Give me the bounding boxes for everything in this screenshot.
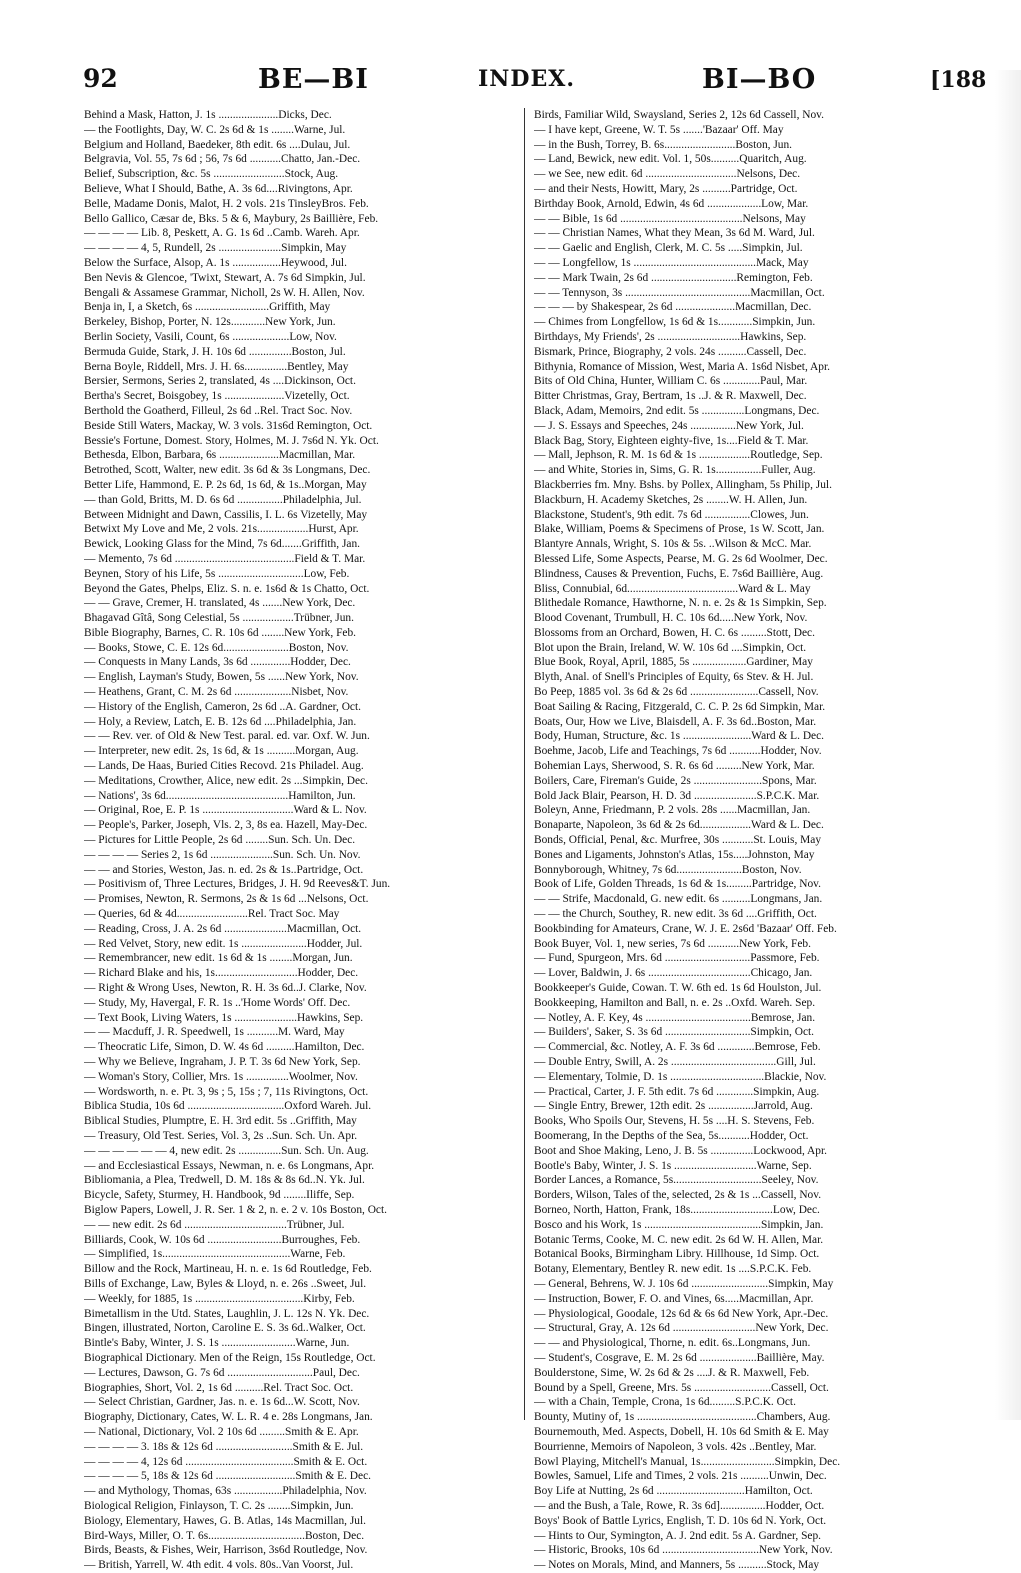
left-range-heading: BE—BI bbox=[258, 64, 369, 95]
page-edge-shadow bbox=[995, 70, 1021, 1420]
index-entry: — Hints to Our, Symington, A. J. 2nd edit. 5s A. Gardner, Sep. bbox=[534, 1529, 822, 1542]
index-entry: — — Longfellow, 1s ...........................................Mack, May bbox=[534, 256, 809, 269]
index-entry: — Lover, Baldwin, J. 6s ....................................Chicago, Jan. bbox=[534, 967, 813, 980]
index-entry: Bengali & Assamese Grammar, Nicholl, 2s W. H. Allen, Nov. bbox=[84, 286, 365, 299]
index-entry: Bound by a Spell, Greene, Mrs. 5s ...........................Cassell, Oct. bbox=[534, 1381, 829, 1394]
index-entry: — Elementary, Tolmie, D. 1s .................................Blackie, Nov. bbox=[534, 1070, 827, 1083]
index-entry: Borders, Wilson, Tales of the, selected, 2s & 1s ...Cassell, Nov. bbox=[534, 1189, 822, 1202]
index-entry: Bismark, Prince, Biography, 2 vols. 24s ..........Cassell, Dec. bbox=[534, 345, 807, 358]
index-entry: — Woman's Story, Collier, Mrs. 1s ...............Woolmer, Nov. bbox=[84, 1070, 358, 1083]
index-entry: Bohemian Lays, Sherwood, S. R. 6s 6d .........New York, Mar. bbox=[534, 760, 815, 773]
index-entry: Blindness, Causes & Prevention, Fuchs, E. 7s6d Baillière, Aug. bbox=[534, 567, 824, 580]
index-entry: — — — — Lib. 8, Peskett, A. G. 1s 6d ..Camb. Wareh. Apr. bbox=[84, 227, 360, 240]
index-entry: Bonds, Official, Penal, &c. Murfree, 30s ...........St. Louis, May bbox=[534, 834, 822, 847]
index-entry: — Richard Blake and his, 1s.............................Hodder, Dec. bbox=[84, 967, 359, 980]
index-entry: — and White, Stories in, Sims, G. R. 1s................Fuller, Aug. bbox=[534, 464, 816, 477]
index-entry: Betwixt My Love and Me, 2 vols. 21s..................Hurst, Apr. bbox=[84, 523, 359, 536]
index-entry: — — — — Series 2, 1s 6d ......................Sun. Sch. Un. Nov. bbox=[84, 848, 361, 861]
index-entry: — with a Chain, Temple, Crona, 1s 6d.........S.P.C.K. Oct. bbox=[534, 1396, 796, 1409]
index-entry: Bowles, Samuel, Life and Times, 2 vols. 21s ..........Unwin, Dec. bbox=[534, 1470, 827, 1483]
index-entry: Birds, Beasts, & Fishes, Weir, Harrison, 3s6d Routledge, Nov. bbox=[84, 1544, 368, 1557]
index-entry: — Notley, A. F. Key, 4s .....................................Bemrose, Jan. bbox=[534, 1011, 816, 1024]
index-entry: — Text Book, Living Waters, 1s ......................Hawkins, Sep. bbox=[84, 1011, 364, 1024]
index-entry: Behind a Mask, Hatton, J. 1s .....................Dicks, Dec. bbox=[84, 109, 332, 121]
index-entry: — Right & Wrong Uses, Newton, R. H. 3s 6d..J. Clarke, Nov. bbox=[84, 982, 367, 995]
index-entry: Boat Sailing & Racing, Fitzgerald, C. C. P. 2s 6d Simpkin, Mar. bbox=[534, 700, 826, 713]
index-entry: Black, Adam, Memoirs, 2nd edit. 5s ...............Longmans, Dec. bbox=[534, 404, 820, 417]
index-entry: — Historic, Brooks, 10s 6d ..................................New York, Nov. bbox=[534, 1544, 833, 1557]
index-entry: Bewick, Looking Glass for the Mind, 7s 6d.......Griffith, Jan. bbox=[84, 538, 360, 551]
index-entry: Boats, Our, How we Live, Blaisdell, A. F. 3s 6d..Boston, Mar. bbox=[534, 715, 817, 728]
index-entry: Blackberries fm. Mny. Bshs. by Pollex, Allingham, 5s Philip, Jul. bbox=[534, 478, 832, 491]
index-entry: — Builders', Saker, S. 3s 6d ..............................Simpkin, Oct. bbox=[534, 1026, 815, 1039]
index-entry: — Queries, 6d & 4d.........................Rel. Tract Soc. May bbox=[84, 908, 340, 921]
index-entry: — — — — 5, 18s & 12s 6d ............................Smith & E. Dec. bbox=[84, 1470, 371, 1483]
index-entry: Bootle's Baby, Winter, J. S. 1s .............................Warne, Sep. bbox=[534, 1159, 812, 1172]
index-entry: Bo Peep, 1885 vol. 3s 6d & 2s 6d ........................Cassell, Nov. bbox=[534, 686, 819, 699]
index-entry: Border Lances, a Romance, 5s...............................Seeley, Nov. bbox=[534, 1174, 819, 1187]
index-entry: — Books, Stowe, C. E. 12s 6d.......................Boston, Nov. bbox=[84, 641, 349, 654]
index-entry: Bessie's Fortune, Domest. Story, Holmes, M. J. 7s6d N. Yk. Oct. bbox=[84, 434, 379, 447]
index-entry: Between Midnight and Dawn, Cassilis, I. L. 6s Vizetelly, May bbox=[84, 508, 368, 521]
index-entry: Belgium and Holland, Baedeker, 8th edit. 6s ....Dulau, Jul. bbox=[84, 138, 351, 151]
index-entry: — Red Velvet, Story, new edit. 1s .......................Hodder, Jul. bbox=[84, 937, 363, 950]
index-entry: — — — — — — 4, new edit. 2s ...............Sun. Sch. Un. Aug. bbox=[84, 1144, 369, 1157]
index-entry: — Study, My, Havergal, F. R. 1s ..'Home Words' Off. Dec. bbox=[84, 996, 351, 1009]
index-entry: — People's, Parker, Joseph, Vls. 2, 3, 8s ea. Hazell, May-Dec. bbox=[84, 819, 368, 832]
index-entry: — Promises, Newton, R. Sermons, 2s & 1s 6d ...Nelsons, Oct. bbox=[84, 893, 369, 906]
index-entry: Birds, Familiar Wild, Swaysland, Series 2, 12s 6d Cassell, Nov. bbox=[534, 109, 824, 121]
index-entry: Bournemouth, Med. Aspects, Dobell, H. 10s 6d Smith & E. May bbox=[534, 1425, 829, 1438]
index-entry: Biblical Studies, Plumptre, E. H. 3rd edit. 5s ..Griffith, May bbox=[84, 1115, 357, 1128]
index-entry: — — Macduff, J. R. Speedwell, 1s ...........M. Ward, May bbox=[84, 1026, 345, 1039]
index-entry: Berlin Society, Vasili, Count, 6s ....................Low, Nov. bbox=[84, 330, 337, 343]
index-entry: Bible Biography, Barnes, C. R. 10s 6d ........New York, Feb. bbox=[84, 626, 356, 639]
index-entry: Bookkeeper's Guide, Cowan. T. W. 6th ed. 1s 6d Houlston, Jul. bbox=[534, 982, 822, 995]
index-entry: — — — — 4, 12s 6d ......................................Smith & E. Oct. bbox=[84, 1455, 368, 1468]
index-entry: — Instruction, Bower, F. O. and Vines, 6s.....Macmillan, Apr. bbox=[534, 1292, 814, 1305]
index-entry: Bosco and his Work, 1s .........................................Simpkin, Jan. bbox=[534, 1218, 824, 1231]
index-entry: Blood Covenant, Trumbull, H. C. 10s 6d.....New York, Nov. bbox=[534, 612, 808, 625]
index-entry: Boilers, Care, Fireman's Guide, 2s ........................Spons, Mar. bbox=[534, 774, 817, 787]
index-entry: Bhagavad Gîtâ, Song Celestial, 5s ..................Trübner, Jun. bbox=[84, 612, 354, 625]
index-entry: — we See, new edit. 6d ................................Nelsons, Dec. bbox=[534, 168, 801, 181]
year-label: [188 bbox=[930, 67, 987, 93]
index-entry: — National, Dictionary, Vol. 2 10s 6d .........Smith & E. Apr. bbox=[84, 1425, 359, 1438]
index-entry: — Positivism of, Three Lectures, Bridges, J. H. 9d Reeves&T. Jun. bbox=[84, 878, 391, 891]
index-entry: — and Ecclesiastical Essays, Newman, n. e. 6s Longmans, Apr. bbox=[84, 1159, 375, 1172]
index-entry: Bicycle, Safety, Sturmey, H. Handbook, 9d ........Iliffe, Sep. bbox=[84, 1189, 355, 1202]
index-entry: Bowl Playing, Mitchell's Manual, 1s..........................Simpkin, Dec. bbox=[534, 1455, 841, 1468]
index-entry: Boomerang, In the Depths of the Sea, 5s...........Hodder, Oct. bbox=[534, 1129, 809, 1142]
index-entry: — Practical, Carter, J. F. 5th edit. 7s 6d .............Simpkin, Aug. bbox=[534, 1085, 820, 1098]
index-entry: Believe, What I Should, Bathe, A. 3s 6d....Rivingtons, Apr. bbox=[84, 182, 353, 195]
index-entry: — Original, Roe, E. P. 1s ................................Ward & L. Nov. bbox=[84, 804, 367, 817]
index-entry: — the Footlights, Day, W. C. 2s 6d & 1s ........Warne, Jul. bbox=[84, 123, 346, 136]
index-entry: Biography, Dictionary, Cates, W. L. R. 4 e. 28s Longmans, Jan. bbox=[84, 1411, 373, 1424]
index-entry: — in the Bush, Torrey, B. 6s.........................Boston, Jun. bbox=[534, 138, 793, 151]
index-entry: Bingen, illustrated, Norton, Caroline E. S. 3s 6d..Walker, Oct. bbox=[84, 1322, 366, 1335]
index-entry: Blossoms from an Orchard, Bowen, H. C. 6s .........Stott, Dec. bbox=[534, 626, 815, 639]
index-entry: — Nations', 3s 6d...........................................Hamilton, Jun. bbox=[84, 789, 356, 802]
index-entry: Bitter Christmas, Gray, Bertram, 1s ..J. & R. Maxwell, Dec. bbox=[534, 390, 807, 403]
index-entry: Book of Life, Golden Threads, 1s 6d & 1s.........Partridge, Nov. bbox=[534, 878, 821, 891]
index-entry: Bills of Exchange, Law, Byles & Lloyd, n. e. 26s ..Sweet, Jul. bbox=[84, 1277, 367, 1290]
index-entry: Bookbinding for Amateurs, Crane, W. J. E. 2s6d 'Bazaar' Off. Feb. bbox=[534, 922, 837, 935]
index-entry: — Notes on Morals, Mind, and Manners, 5s ..........Stock, May bbox=[534, 1559, 820, 1572]
index-entry: Blackstone, Student's, 9th edit. 7s 6d ................Clowes, Jun. bbox=[534, 508, 809, 521]
right-column bbox=[534, 108, 936, 1573]
index-entry: — Chimes from Longfellow, 1s 6d & 1s............Simpkin, Jun. bbox=[534, 316, 816, 329]
index-entry: Blot upon the Brain, Ireland, W. W. 10s 6d ....Simpkin, Oct. bbox=[534, 641, 807, 654]
index-entry: — than Gold, Britts, M. D. 6s 6d ................Philadelphia, Jul. bbox=[84, 493, 362, 506]
index-entry: Boot and Shoe Making, Leno, J. B. 5s ...............Lockwood, Apr. bbox=[534, 1144, 827, 1157]
index-entry: — I have kept, Greene, W. T. 5s .......'Bazaar' Off. May bbox=[534, 123, 784, 136]
index-entry: — Remembrancer, new edit. 1s 6d & 1s ........Morgan, Jun. bbox=[84, 952, 353, 965]
index-entry: — — the Church, Southey, R. new edit. 3s 6d ....Griffith, Oct. bbox=[534, 908, 817, 921]
index-entry: — — Mark Twain, 2s 6d ..............................Remington, Feb. bbox=[534, 271, 813, 284]
index-entry: Boulderstone, Sime, W. 2s 6d & 2s ....J. & R. Maxwell, Feb. bbox=[534, 1366, 810, 1379]
index-entry: Boy Life at Nutting, 2s 6d ...............................Hamilton, Oct. bbox=[534, 1485, 813, 1498]
right-range-heading: BI—BO bbox=[702, 64, 817, 95]
index-entry: Beside Still Waters, Mackay, W. 3 vols. 31s6d Remington, Oct. bbox=[84, 419, 373, 432]
index-title: INDEX. bbox=[478, 66, 575, 92]
index-entry: Bersier, Sermons, Series 2, translated, 4s ....Dickinson, Oct. bbox=[84, 375, 356, 388]
index-entry: — Double Entry, Swill, A. 2s .....................................Gill, Jul. bbox=[534, 1056, 816, 1068]
index-entry: — — and Physiological, Thorne, n. edit. 6s..Longmans, Jun. bbox=[534, 1337, 811, 1350]
index-entry: Berthold the Goatherd, Filleul, 2s 6d ..Rel. Tract Soc. Nov. bbox=[84, 404, 353, 417]
index-entry: Billiards, Cook, W. 10s 6d ..........................Burroughes, Feb. bbox=[84, 1233, 361, 1246]
index-entry: Bookkeeping, Hamilton and Ball, n. e. 2s ..Oxfd. Wareh. Sep. bbox=[534, 996, 816, 1009]
index-entry: — — Gaelic and English, Clerk, M. C. 5s .....Simpkin, Jul. bbox=[534, 242, 803, 255]
index-entry: Bibliomania, a Plea, Tredwell, D. M. 18s & 8s 6d..N. Yk. Jul. bbox=[84, 1174, 365, 1187]
index-entry: — Holy, a Review, Latch, E. B. 12s 6d ....Philadelphia, Jan. bbox=[84, 715, 357, 728]
index-entry: Body, Human, Structure, &c. 1s ........................Ward & L. Dec. bbox=[534, 730, 825, 743]
index-entry: Bonaparte, Napoleon, 3s 6d & 2s 6d..................Ward & L. Dec. bbox=[534, 819, 824, 832]
index-entry: — — and Stories, Weston, Jas. n. ed. 2s & 1s..Partridge, Oct. bbox=[84, 863, 364, 876]
index-entry: — — — by Shakespear, 2s 6d .....................Macmillan, Dec. bbox=[534, 301, 812, 314]
index-entry: Bithynia, Romance of Mission, West, Maria A. 1s6d Nisbet, Apr. bbox=[534, 360, 830, 373]
index-entry: Blue Book, Royal, April, 1885, 5s ...................Gardiner, May bbox=[534, 656, 813, 669]
index-entry: Below the Surface, Alsop, A. 1s .................Heywood, Jul. bbox=[84, 256, 347, 269]
index-entry: Blantyre Annals, Wright, S. 10s & 5s. ..Wilson & McC. Mar. bbox=[534, 538, 812, 551]
index-entry: — Single Entry, Brewer, 12th edit. 2s ................Jarrold, Aug. bbox=[534, 1100, 813, 1113]
index-entry: — Heathens, Grant, C. M. 2s 6d ....................Nisbet, Nov. bbox=[84, 686, 349, 699]
index-entry: Bird-Ways, Miller, O. T. 6s..................................Boston, Dec. bbox=[84, 1529, 365, 1542]
index-entry: Botanical Books, Birmingham Libry. Hillhouse, 1d Simp. Oct. bbox=[534, 1248, 820, 1261]
left-column bbox=[84, 108, 532, 1573]
index-entry: — — Tennyson, 3s ............................................Macmillan, Oct. bbox=[534, 286, 825, 299]
index-entry: — Theocratic Life, Simon, D. W. 4s 6d ..........Hamilton, Dec. bbox=[84, 1041, 365, 1054]
index-entry: Birthday Book, Arnold, Edwin, 4s 6d ...................Low, Mar. bbox=[534, 197, 809, 210]
index-entry: Blackburn, H. Academy Sketches, 2s ........W. H. Allen, Jun. bbox=[534, 493, 808, 506]
index-entry: — Physiological, Goodale, 12s 6d & 6s 6d New York, Apr.-Dec. bbox=[534, 1307, 829, 1320]
index-entry: Bonnyborough, Whitney, 7s 6d.......................Boston, Nov. bbox=[534, 863, 802, 876]
index-entry: Bertha's Secret, Boisgobey, 1s .....................Vizetelly, Oct. bbox=[84, 390, 350, 403]
index-entry: Bourrienne, Memoirs of Napoleon, 3 vols. 42s ..Bentley, Mar. bbox=[534, 1440, 817, 1453]
index-entry: Biological Religion, Finlayson, T. C. 2s ........Simpkin, Jun. bbox=[84, 1499, 354, 1512]
index-entry: — Pictures for Little People, 2s 6d ........Sun. Sch. Un. Dec. bbox=[84, 834, 356, 847]
index-entry: — — — — 4, 5, Rundell, 2s ......................Simpkin, May bbox=[84, 242, 347, 255]
index-entry: Borneo, North, Hatton, Frank, 18s.............................Low, Dec. bbox=[534, 1203, 820, 1216]
index-entry: — and Mythology, Thomas, 63s .................Philadelphia, Nov. bbox=[84, 1485, 367, 1498]
index-entry: Bliss, Connubial, 6d.......................................Ward & L. May bbox=[534, 582, 811, 595]
index-entry: — Reading, Cross, J. A. 2s 6d ......................Macmillan, Oct. bbox=[84, 922, 362, 935]
index-entry: Blyth, Anal. of Snell's Principles of Equity, 6s Stev. & H. Jul. bbox=[534, 671, 814, 684]
index-entry: Blake, William, Poems & Specimens of Prose, 1s W. Scott, Jan. bbox=[534, 523, 825, 536]
index-entry: — J. S. Essays and Speeches, 24s ................New York, Jul. bbox=[534, 419, 804, 432]
index-entry: Bimetallism in the Utd. States, Laughlin, J. L. 12s N. Yk. Dec. bbox=[84, 1307, 370, 1320]
index-entry: Boys' Book of Battle Lyrics, English, T. D. 10s 6d N. York, Oct. bbox=[534, 1514, 827, 1527]
column-divider bbox=[524, 108, 525, 1420]
index-entry: — Lectures, Dawson, G. 7s 6d ..............................Paul, Dec. bbox=[84, 1366, 360, 1379]
index-entry: — Weekly, for 1885, 1s ......................................Kirby, Feb. bbox=[84, 1292, 355, 1305]
index-entry: Better Life, Hammond, E. P. 2s 6d, 1s 6d, & 1s..Morgan, May bbox=[84, 478, 367, 491]
index-entry: — Conquests in Many Lands, 3s 6d ..............Hodder, Dec. bbox=[84, 656, 351, 669]
index-entry: — Select Christian, Gardner, Jas. n. e. 1s 6d...W. Scott, Nov. bbox=[84, 1396, 360, 1409]
index-entry: Blessed Life, Some Aspects, Pearse, M. G. 2s 6d Woolmer, Dec. bbox=[534, 552, 828, 565]
index-entry: Blithedale Romance, Hawthorne, N. n. e. 2s & 1s Simpkin, Sep. bbox=[534, 597, 827, 610]
index-entry: — Mall, Jephson, R. M. 1s 6d & 1s ..................Routledge, Sep. bbox=[534, 449, 823, 462]
index-entry: Bits of Old China, Hunter, William C. 6s .............Paul, Mar. bbox=[534, 375, 808, 388]
index-entry: Bermuda Guide, Stark, J. H. 10s 6d ...............Boston, Jul. bbox=[84, 345, 346, 358]
index-entry: Bounty, Mutiny of, 1s ..........................................Chambers, Aug. bbox=[534, 1411, 831, 1424]
index-entry: Bones and Ligaments, Johnston's Atlas, 15s.....Johnston, May bbox=[534, 848, 815, 861]
index-entry: — Interpreter, new edit. 2s, 1s 6d, & 1s ..........Morgan, Aug. bbox=[84, 745, 359, 758]
index-entry: — — new edit. 2s 6d ....................................Trübner, Jul. bbox=[84, 1218, 345, 1231]
index-entry: — Land, Bewick, new edit. Vol. 1, 50s..........Quaritch, Aug. bbox=[534, 153, 807, 166]
index-entry: Beyond the Gates, Phelps, Eliz. S. n. e. 1s6d & 1s Chatto, Oct. bbox=[84, 582, 370, 595]
index-entry: — Lands, De Haas, Buried Cities Recovd. 21s Philadel. Aug. bbox=[84, 760, 364, 773]
index-entry: — — Grave, Cremer, H. translated, 4s .......New York, Dec. bbox=[84, 597, 356, 610]
index-entry: Book Buyer, Vol. 1, new series, 7s 6d ...........New York, Feb. bbox=[534, 937, 811, 950]
index-entry: — General, Behrens, W. J. 10s 6d ...........................Simpkin, May bbox=[534, 1277, 834, 1290]
page-header bbox=[0, 64, 1021, 102]
index-entry: Belief, Subscription, &c. 5s .........................Stock, Aug. bbox=[84, 168, 339, 181]
index-entry: — — Rev. ver. of Old & New Test. paral. ed. var. Oxf. W. Jun. bbox=[84, 730, 370, 743]
index-entry: Biglow Papers, Lowell, J. R. Ser. 1 & 2, n. e. 2 v. 10s Boston, Oct. bbox=[84, 1203, 388, 1216]
index-entry: Birthdays, My Friends', 2s .............................Hawkins, Sep. bbox=[534, 330, 807, 343]
index-entry: — Fund, Spurgeon, Mrs. 6d ..............................Passmore, Feb. bbox=[534, 952, 820, 965]
index-entry: — Meditations, Crowther, Alice, new edit. 2s ...Simpkin, Dec. bbox=[84, 774, 368, 787]
index-entry: — Wordsworth, n. e. Pt. 3, 9s ; 5, 15s ; 7, 11s Rivingtons, Oct. bbox=[84, 1085, 369, 1098]
index-entry: Botany, Elementary, Bentley R. new edit. 1s ....S.P.C.K. Feb. bbox=[534, 1263, 812, 1276]
index-entry: Berna Boyle, Riddell, Mrs. J. H. 6s...............Bentley, May bbox=[84, 360, 349, 373]
index-entry: — — Strife, Macdonald, G. new edit. 6s ..........Longmans, Jan. bbox=[534, 893, 823, 906]
index-entry: — — Christian Names, What they Mean, 3s 6d M. Ward, Jul. bbox=[534, 227, 815, 240]
index-entry: — and the Bush, a Tale, Rowe, R. 3s 6d]................Hodder, Oct. bbox=[534, 1499, 825, 1512]
index-entry: — Why we Believe, Ingraham, J. P. T. 3s 6d New York, Sep. bbox=[84, 1056, 361, 1068]
index-entry: — Commercial, &c. Notley, A. F. 3s 6d .............Bemrose, Feb. bbox=[534, 1041, 821, 1054]
index-entry: Benja in, I, a Sketch, 6s ..........................Griffith, May bbox=[84, 301, 331, 314]
index-entry: Ben Nevis & Glencoe, 'Twixt, Stewart, A. 7s 6d Simpkin, Jul. bbox=[84, 271, 366, 284]
index-entry: Black Bag, Story, Eighteen eighty-five, 1s....Field & T. Mar. bbox=[534, 434, 809, 447]
index-entry: Biographies, Short, Vol. 2, 1s 6d ..........Rel. Tract Soc. Oct. bbox=[84, 1381, 354, 1394]
index-entry: Berkeley, Bishop, Porter, N. 12s............New York, Jun. bbox=[84, 316, 336, 329]
index-entry: Books, Who Spoils Our, Stevens, H. 5s ....H. S. Stevens, Feb. bbox=[534, 1115, 815, 1128]
index-entry: Beynen, Story of his Life, 5s ..............................Low, Feb. bbox=[84, 567, 350, 580]
index-entry: Betrothed, Scott, Walter, new edit. 3s 6d & 3s Longmans, Dec. bbox=[84, 464, 371, 477]
index-entry: Boleyn, Anne, Friedmann, P. 2 vols. 28s ......Macmillan, Jan. bbox=[534, 804, 811, 817]
page-number: 92 bbox=[83, 64, 118, 93]
index-entry: Biographical Dictionary. Men of the Reign, 15s Routledge, Oct. bbox=[84, 1351, 376, 1364]
index-entry: — Structural, Gray, A. 12s 6d .............................New York, Dec. bbox=[534, 1322, 829, 1335]
index-entry: Bold Jack Blair, Pearson, H. D. 3d ......................S.P.C.K. Mar. bbox=[534, 789, 820, 802]
index-entry: Boehme, Jacob, Life and Teachings, 7s 6d ...........Hodder, Nov. bbox=[534, 745, 822, 758]
index-entry: Bethesda, Elbon, Barbara, 6s .....................Macmillan, Mar. bbox=[84, 449, 356, 462]
index-entry: Bintle's Baby, Winter, J. S. 1s ..........................Warne, Jun. bbox=[84, 1337, 350, 1350]
index-entry: — English, Layman's Study, Bowen, 5s ......New York, Nov. bbox=[84, 671, 359, 684]
index-entry: — Treasury, Old Test. Series, Vol. 3, 2s ..Sun. Sch. Un. Apr. bbox=[84, 1129, 358, 1142]
index-entry: — — Bible, 1s 6d ...........................................Nelsons, May bbox=[534, 212, 806, 225]
index-entry: Biology, Elementary, Hawes, G. B. Atlas, 14s Macmillan, Jul. bbox=[84, 1514, 366, 1527]
index-entry: — Student's, Cosgrave, E. M. 2s 6d ....................Baillière, May. bbox=[534, 1351, 825, 1364]
index-entry: — British, Yarrell, W. 4th edit. 4 vols. 80s..Van Voorst, Jul. bbox=[84, 1559, 354, 1572]
index-entry: Biblica Studia, 10s 6d ..................................Oxford Wareh. Jul. bbox=[84, 1100, 372, 1113]
index-entry: — History of the English, Cameron, 2s 6d ..A. Gardner, Oct. bbox=[84, 700, 361, 713]
index-entry: — Memento, 7s 6d ..........................................Field & T. Mar. bbox=[84, 552, 366, 565]
index-entry: — and their Nests, Howitt, Mary, 2s ..........Partridge, Oct. bbox=[534, 182, 798, 195]
index-entry: Belle, Madame Donis, Malot, H. 2 vols. 21s TinsleyBros. Feb. bbox=[84, 197, 369, 210]
index-entry: — Simplified, 1s.............................................Warne, Feb. bbox=[84, 1248, 346, 1261]
index-entry: Billow and the Rock, Martineau, H. n. e. 1s 6d Routledge, Feb. bbox=[84, 1263, 372, 1276]
index-entry: Belgravia, Vol. 55, 7s 6d ; 56, 7s 6d ...........Chatto, Jan.-Dec. bbox=[84, 153, 361, 166]
index-entry: Botanic Terms, Cooke, M. C. new edit. 2s 6d W. H. Allen, Mar. bbox=[534, 1233, 824, 1246]
index-entry: — — — — 3. 18s & 12s 6d ...........................Smith & E. Jul. bbox=[84, 1440, 364, 1453]
index-entry: Bello Gallico, Cæsar de, Bks. 5 & 6, Maybury, 2s Baillière, Feb. bbox=[84, 212, 379, 225]
